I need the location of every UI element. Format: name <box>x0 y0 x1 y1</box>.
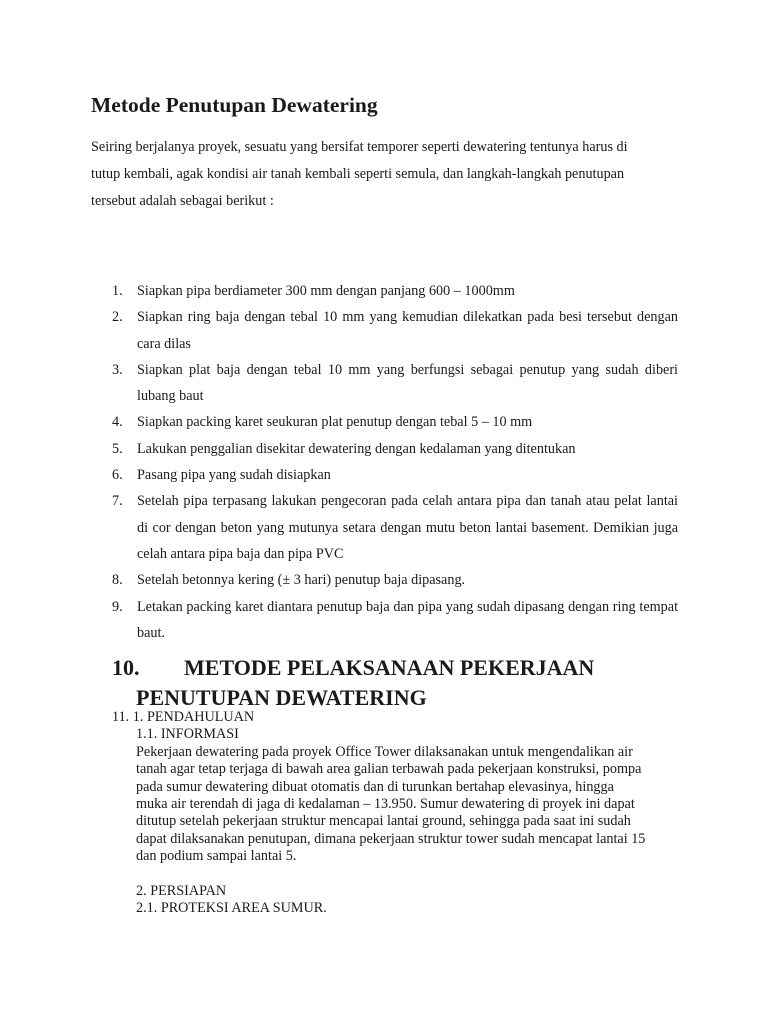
page-title: Metode Penutupan Dewatering <box>91 93 378 117</box>
blank-line <box>112 866 712 883</box>
section-10-title-line: METODE PELAKSANAAN PEKERJAAN <box>184 655 595 680</box>
step-number: 5. <box>112 440 123 457</box>
step-number: 9. <box>112 598 123 615</box>
info-subheading: 1.1. INFORMASI <box>136 726 239 743</box>
section-10-heading <box>112 653 732 713</box>
list-item <box>0 436 768 462</box>
step-text <box>137 488 678 567</box>
intro-line: Seiring berjalanya proyek, sesuatu yang bersifat temporer seperti dewatering tentunya harus di <box>91 139 628 155</box>
info-paragraph-line: pada sumur dewatering dibuat otomatis dan di turunkan bertahap elevasinya, hingga <box>136 778 614 795</box>
step-line: Siapkan pipa berdiameter 300 mm dengan panjang 600 – 1000mm <box>137 283 515 299</box>
step-text <box>137 594 678 647</box>
step-line: Siapkan plat baja dengan tebal 10 mm yang berfungsi sebagai penutup yang sudah diberi <box>137 361 678 378</box>
intro-line: tersebut adalah sebagai berikut : <box>91 193 274 209</box>
list-item <box>0 409 768 435</box>
steps-list <box>0 278 768 646</box>
list-item <box>0 357 768 410</box>
step-line: Lakukan penggalian disekitar dewatering dengan kedalaman yang ditentukan <box>137 440 576 457</box>
step-number: 8. <box>112 572 123 589</box>
info-paragraph-line: dan podium sampai lantai 5. <box>136 848 297 865</box>
step-line: Siapkan ring baja dengan tebal 10 mm yang kemudian dilekatkan pada besi tersebut dengan <box>137 309 678 326</box>
step-line: Siapkan packing karet seukuran plat penutup dengan tebal 5 – 10 mm <box>137 414 533 431</box>
step-text <box>137 462 678 488</box>
step-text <box>137 278 678 304</box>
intro-paragraph <box>91 134 681 215</box>
step-number: 2. <box>112 309 123 326</box>
step-number: 6. <box>112 467 123 484</box>
step-line: cara dilas <box>137 335 191 352</box>
proteksi-subheading: 2.1. PROTEKSI AREA SUMUR. <box>136 900 327 917</box>
step-line: Demikian juga celah antara pipa baja dan pipa PVC <box>137 519 679 562</box>
step-text <box>137 357 678 410</box>
step-line: tempat baut. <box>137 598 679 641</box>
section-11-heading: 11. 1. PENDAHULUAN <box>112 709 255 725</box>
step-line: lubang baut <box>137 388 204 405</box>
step-line: Setelah betonnya kering (± 3 hari) penutup baja dipasang. <box>137 572 466 589</box>
step-line: Setelah pipa terpasang lakukan pengecoran pada celah antara pipa dan tanah atau pelat <box>137 493 642 510</box>
step-number: 1. <box>112 283 123 299</box>
info-paragraph-line: ditutup setelah pekerjaan struktur mencapai lantai ground, sehingga pada saat ini sudah <box>136 813 631 830</box>
step-line: Pasang pipa yang sudah disiapkan <box>137 467 331 484</box>
list-item <box>0 567 768 593</box>
list-item <box>0 488 768 567</box>
info-paragraph-line: muka air terendah di jaga di kedalaman – 13.950. Sumur dewatering di proyek ini dapat <box>136 796 635 813</box>
step-text <box>137 409 678 435</box>
section-11-body <box>112 709 712 918</box>
step-number: 4. <box>112 414 123 431</box>
step-text <box>137 567 678 593</box>
step-text <box>137 436 678 462</box>
info-paragraph-line: Pekerjaan dewatering pada proyek Office Tower dilaksanakan untuk mengendalikan air <box>136 743 633 760</box>
step-line: lantai di cor dengan beton yang mutunya setara dengan mutu beton lantai basement. <box>137 493 678 536</box>
section-10-number: 10. <box>112 655 140 680</box>
list-item <box>0 304 768 357</box>
step-number: 3. <box>112 361 123 378</box>
persiapan-heading: 2. PERSIAPAN <box>136 883 227 900</box>
step-text <box>137 304 678 357</box>
list-item <box>0 462 768 488</box>
section-10-title-line: PENUTUPAN DEWATERING <box>136 685 427 710</box>
section-10-title <box>136 653 732 713</box>
intro-line: tutup kembali, agak kondisi air tanah kembali seperti semula, dan langkah-langkah penutupan <box>91 166 625 182</box>
info-paragraph-line: tanah agar tetap terjaga di bawah area galian terbawah pada pekerjaan konstruksi, pompa <box>136 761 642 778</box>
list-item <box>0 594 768 647</box>
step-line: Letakan packing karet diantara penutup baja dan pipa yang sudah dipasang dengan ring <box>137 598 636 615</box>
info-paragraph-line: dapat dilaksanakan penutupan, dimana pekerjaan struktur tower sudah mencapat lantai 15 <box>136 830 646 847</box>
list-item <box>0 278 768 304</box>
step-number: 7. <box>112 493 123 510</box>
